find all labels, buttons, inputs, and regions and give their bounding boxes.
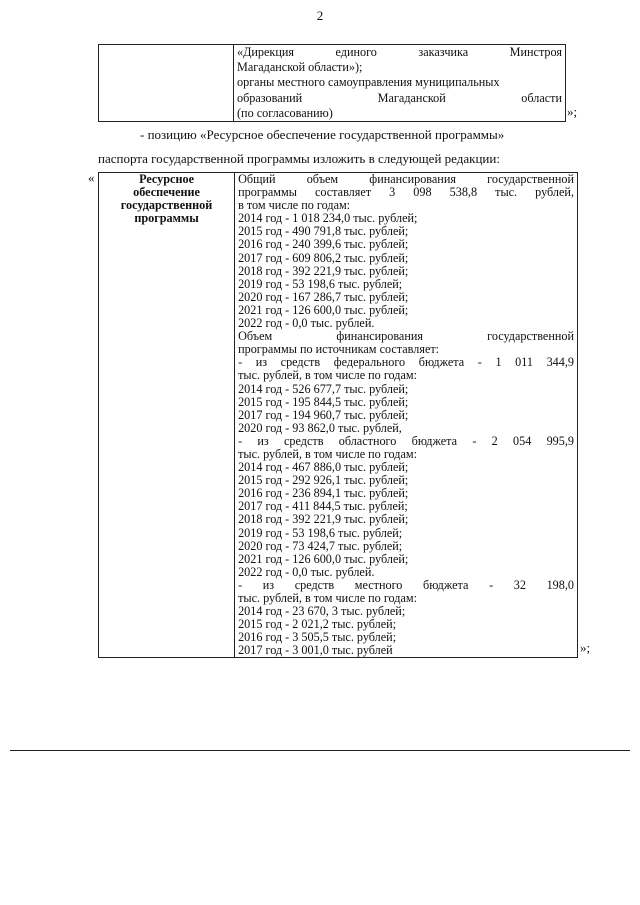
content-line: программы составляет 3 098 538,8 тыс. рублей, bbox=[238, 185, 574, 200]
year-line: 2020 год - 167 286,7 тыс. рублей; bbox=[238, 289, 409, 304]
top-line: «Дирекция единого заказчика Минстроя bbox=[237, 45, 562, 59]
page-number: 2 bbox=[316, 8, 324, 23]
heading-line: Ресурсное bbox=[139, 172, 194, 186]
content-line: Общий объем финансирования государственной bbox=[238, 172, 574, 186]
heading-line: обеспечение bbox=[133, 185, 200, 200]
resource-table-heading-cell bbox=[99, 173, 235, 658]
year-line: 2020 год - 93 862,0 тыс. рублей, bbox=[238, 420, 402, 435]
heading-line: программы bbox=[134, 211, 199, 226]
year-line: 2014 год - 23 670, 3 тыс. рублей; bbox=[238, 604, 406, 619]
top-line: (по согласованию) bbox=[237, 105, 333, 120]
content-line: тыс. рублей, в том числе по годам: bbox=[238, 591, 417, 605]
year-line: 2016 год - 3 505,5 тыс. рублей; bbox=[238, 630, 397, 645]
content-line: - из средств областного бюджета - 2 054 995,9 bbox=[238, 433, 574, 448]
top-line: органы местного самоуправления муниципальных bbox=[237, 75, 500, 90]
year-line: 2022 год - 0,0 тыс. рублей. bbox=[238, 316, 375, 331]
year-line: 2016 год - 240 399,6 тыс. рублей; bbox=[238, 237, 409, 252]
year-line: 2015 год - 490 791,8 тыс. рублей; bbox=[238, 224, 409, 239]
amendment-paragraph-line: - позицию «Ресурсное обеспечение государственной программы» bbox=[140, 127, 505, 142]
top-table bbox=[98, 44, 566, 122]
year-line: 2018 год - 392 221,9 тыс. рублей; bbox=[238, 263, 409, 278]
content-line: в том числе по годам: bbox=[238, 198, 351, 213]
heading-line: государственной bbox=[120, 198, 213, 213]
year-line: 2017 год - 3 001,0 тыс. рублей bbox=[238, 643, 393, 658]
content-line: тыс. рублей, в том числе по годам: bbox=[238, 368, 417, 383]
content-line: тыс. рублей, в том числе по годам: bbox=[238, 446, 417, 461]
footer-divider bbox=[10, 750, 630, 751]
year-line: 2014 год - 467 886,0 тыс. рублей; bbox=[238, 460, 409, 475]
year-line: 2017 год - 194 960,7 тыс. рублей; bbox=[238, 407, 409, 422]
closing-quote: »; bbox=[567, 104, 578, 119]
opening-quote: « bbox=[88, 170, 95, 185]
top-table-right-cell bbox=[234, 45, 566, 122]
top-line: Магаданской области»); bbox=[237, 60, 363, 75]
year-line: 2022 год - 0,0 тыс. рублей. bbox=[238, 564, 375, 579]
content-line: - из средств местного бюджета - 32 198,0 bbox=[238, 577, 574, 592]
content-line: Объем финансирования государственной bbox=[238, 329, 574, 344]
top-table-left-cell bbox=[99, 45, 234, 122]
year-line: 2019 год - 53 198,6 тыс. рублей; bbox=[238, 276, 403, 291]
year-line: 2015 год - 2 021,2 тыс. рублей; bbox=[238, 617, 397, 632]
year-line: 2020 год - 73 424,7 тыс. рублей; bbox=[238, 538, 403, 553]
year-line: 2017 год - 411 844,5 тыс. рублей; bbox=[238, 499, 408, 514]
closing-quote: »; bbox=[580, 640, 591, 655]
year-line: 2019 год - 53 198,6 тыс. рублей; bbox=[238, 525, 403, 540]
year-line: 2015 год - 292 926,1 тыс. рублей; bbox=[238, 473, 409, 488]
content-line: - из средств федерального бюджета - 1 011 344,9 bbox=[238, 355, 574, 370]
year-line: 2016 год - 236 894,1 тыс. рублей; bbox=[238, 486, 409, 501]
content-line: программы по источникам составляет: bbox=[238, 342, 440, 357]
year-line: 2021 год - 126 600,0 тыс. рублей; bbox=[238, 302, 409, 317]
amendment-paragraph-line: паспорта государственной программы изложить в следующей редакции: bbox=[98, 151, 500, 166]
resource-table-content-cell bbox=[235, 173, 578, 658]
resource-table bbox=[98, 172, 578, 658]
year-line: 2014 год - 526 677,7 тыс. рублей; bbox=[238, 381, 409, 396]
top-line: образований Магаданской области bbox=[237, 90, 562, 105]
year-line: 2018 год - 392 221,9 тыс. рублей; bbox=[238, 512, 409, 527]
year-line: 2014 год - 1 018 234,0 тыс. рублей; bbox=[238, 211, 418, 226]
year-line: 2021 год - 126 600,0 тыс. рублей; bbox=[238, 551, 409, 566]
year-line: 2017 год - 609 806,2 тыс. рублей; bbox=[238, 250, 409, 265]
year-line: 2015 год - 195 844,5 тыс. рублей; bbox=[238, 394, 409, 409]
